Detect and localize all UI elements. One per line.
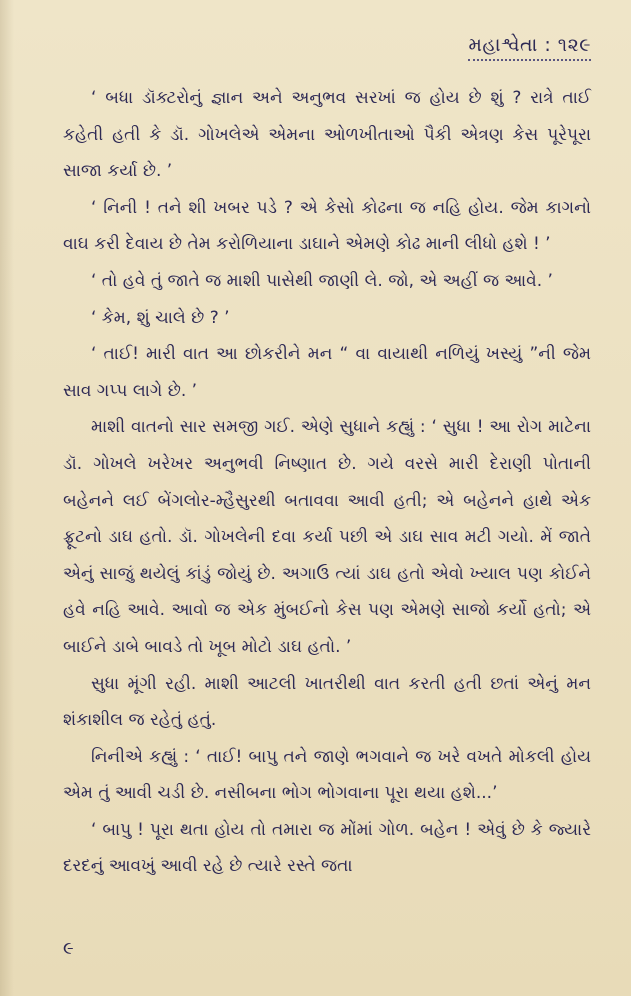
paragraph: ‘ બાપુ ! પૂરા થતા હોય તો તમારા જ મોંમાં ગોળ. બહેન ! એવું છે કે જ્યારે દરદનું આવખું આવી રહે છે ત્યારે રસ્તે જતા — [63, 819, 591, 877]
paragraph: ‘ નિની ! તને શી ખબર પડે ? એ કેસો કોઢના જ નહિ હોય. જેમ કાગનો વાઘ કરી દેવાય છે તેમ કરોળિયાના ડાઘાને એમણે કોઢ માની લીધો હશે ! ’ — [63, 197, 591, 255]
paragraph: નિનીએ કહ્યું : ‘ તાઈ! બાપુ તને જાણે ભગવાને જ ખરે વખતે મોકલી હોય એમ તું આવી ચડી છે. નસીબના ભોગ ભોગવાના પૂરા થયા હશે...’ — [63, 746, 591, 804]
paragraph: માશી વાતનો સાર સમજી ગઈ. એણે સુધાને કહ્યું : ‘ સુધા ! આ રોગ માટેના ડૉ. ગોખલે ખરેખર અનુભવી નિષ્ણાત છે. ગયે વરસે મારી દેરાણી પોતાની બહેનને લઈ બેંગલોર-મ્હૈસુરથી બતાવવા આવી હતી; એ બહેનને હાથે એક ફ્રૂટનો ડાઘ હતો. ડૉ. ગોખલેની દવા કર્યા પછી એ ડાઘ સાવ મટી ગયો. મેં જાતે એનું સાજું થયેલું કાંડું જોયું છે. અગાઉ ત્યાં ડાઘ હતો એવો ખ્યાલ પણ કોઈને હવે નહિ આવે. આવો જ એક મુંબઈનો કેસ પણ એમણે સાજો કર્યો હતો; એ બાઈને ડાબે બાવડે તો ખૂબ મોટો ડાઘ હતો. ’ — [63, 417, 591, 657]
paragraph: ‘ તાઈ! મારી વાત આ છોકરીને મન “ વા વાયાથી નળિયું ખસ્યું ”ની જેમ સાવ ગપ્પ લાગે છે. ’ — [63, 344, 591, 401]
page-marker: ૯ — [63, 938, 74, 959]
paragraph: ‘ બધા ડૉક્ટરોનું જ્ઞાન અને અનુભવ સરખાં જ હોય છે શું ? રાત્રે તાઈ કહેતી હતી કે ડૉ. ગોખલેએ એમના ઓળખીતાઓ પૈકી એત્રણ કેસ પૂરેપૂરા સાજા કર્યા છે. ’ — [63, 88, 591, 182]
paragraph: સુધા મૂંગી રહી. માશી આટલી ખાતરીથી વાત કરતી હતી છતાં એનું મન શંકાશીલ જ રહેતું હતું. — [63, 673, 591, 731]
body-text — [63, 80, 591, 885]
running-header: મહાશ્વેતા : ૧૨૯ — [468, 34, 591, 61]
paragraph: ‘ કેમ, શું ચાલે છે ? ’ — [91, 307, 230, 328]
paragraph: ‘ તો હવે તું જાતે જ માશી પાસેથી જાણી લે. જો, એ અહીં જ આવે. ’ — [91, 270, 553, 291]
